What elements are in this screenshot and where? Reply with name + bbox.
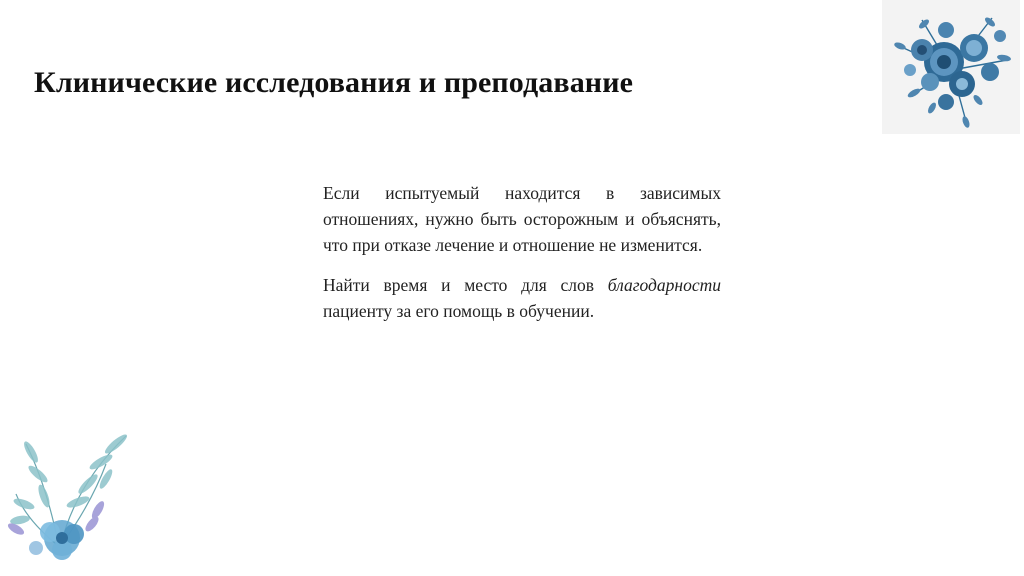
paragraph-gratitude	[323, 272, 721, 324]
paragraph-gratitude-end: пациенту за его помощь в обучении.	[323, 301, 595, 321]
paragraph-consent: Если испытуемый находится в зависимых отношениях, нужно быть осторожным и объяснять, что при отказе лечение и отношение не изменится.	[323, 183, 721, 255]
gratitude-emphasis: благодарности	[607, 275, 721, 295]
page-title: Клинические исследования и преподавание	[34, 66, 633, 99]
paragraph-gratitude-start: Найти время и место для слов	[323, 275, 608, 295]
blue-flower-bouquet-icon	[882, 0, 1020, 134]
body-text	[323, 180, 721, 338]
watercolor-leaves-flower-icon	[6, 424, 136, 564]
